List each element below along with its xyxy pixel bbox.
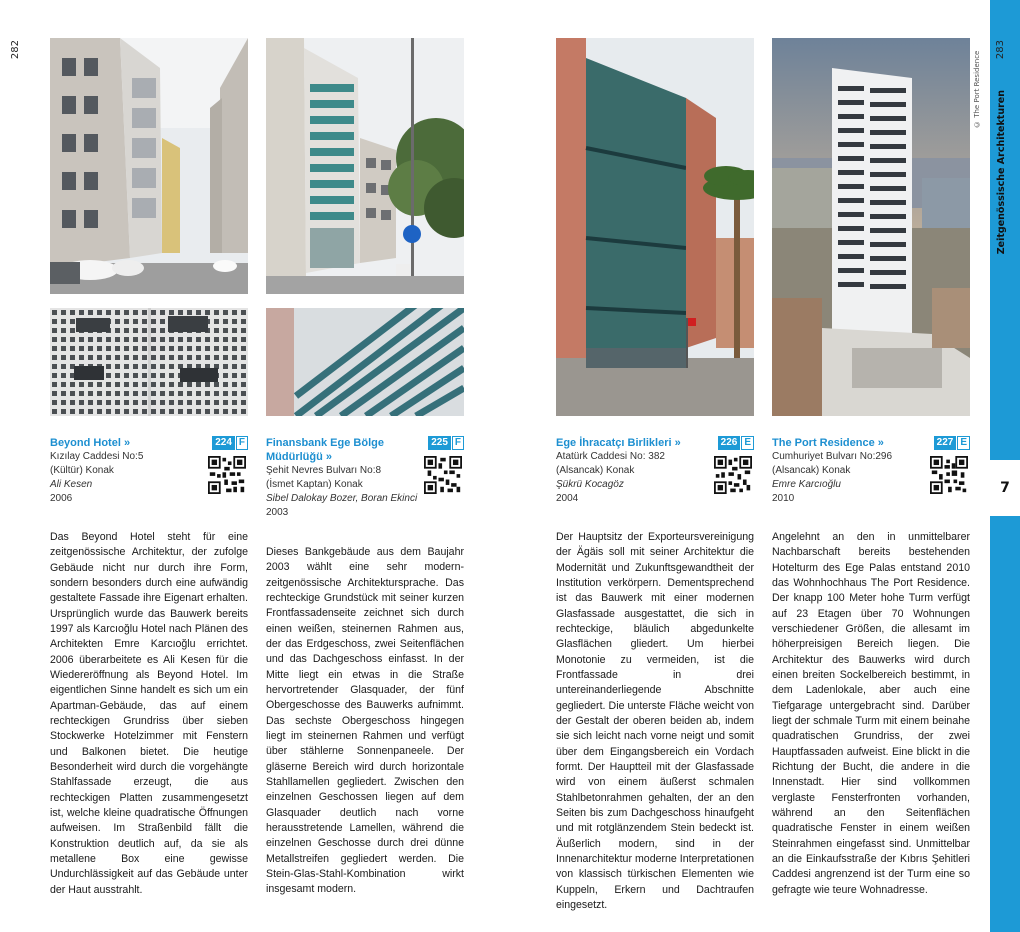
entry-header-227: [772, 436, 972, 506]
address-line: (İsmet Kaptan) Konak: [266, 479, 363, 490]
architect: Ali Kesen: [50, 479, 93, 490]
qr-code-icon[interactable]: [424, 456, 462, 494]
page-number-right: 283: [995, 40, 1006, 60]
entry-number: 224: [212, 436, 235, 450]
page-number-left: 282: [10, 40, 21, 60]
architect: Şükrü Kocagöz: [556, 479, 624, 490]
entry-number-badge: [212, 436, 248, 450]
entry-number-badge: [718, 436, 754, 450]
address-line: (Kültür) Konak: [50, 465, 114, 476]
entry-body-text: Angelehnt an den in unmittelbarer Nachbarschaft bereits bestehenden Hotelturm des Ege Palas entstand 2010 das Wohnhochhaus The Port Residence. Der knapp 100 Meter hohe Turm verfügt auf 23 Etagen über 70 Wohnungen verschiedener Größen, die allesamt im höherpreisigen Bereich liegen. Die Architektur des Bauwerks wird durch einen breiten Sockelbereich bestimmt, in dem Ladenlokale, aber auch eine Tiefgarage untergebracht sind. Darüber liegt der schmale Turm mit einem beinahe quadratischen Grundriss, der zwei Hauptfassaden aufweist. Eine blickt in die Richtung der Bucht, die andere in die Innenstadt. Hier sind vollkommen verglaste Fensterfronten vorhanden, während an den Seitenflächen quadratische Fenster in einem weißen Steinrahmen eingefasst sind. Unmittelbar an die Einkaufsstraße der Kıbrıs Şehitleri Caddesi angrenzend ist der Turm eine so gefragte wie teure Wohnadresse.: [772, 531, 970, 896]
photo-finansbank-facade: [266, 308, 464, 416]
qr-code-icon[interactable]: [930, 456, 968, 494]
photo-beyond-hotel-facade: [50, 308, 248, 416]
entry-body-text: Das Beyond Hotel steht für eine zeitgenössische Architektur, der zufolge Gebäude nicht nur durch ihre Form, sondern besonders durch eine aufwändig gestaltete Fassade ihre Eigenart erhalten. Ursprünglich wurde das Bauwerk bereits 1997 als Karcıoğlu Hotel nach Plänen des Architekten Emre Karcıoğlu errichtet. 2006 überarbeitete es Ali Kesen für die Wiedereröffnung als Beyond Hotel. Im eigentlichen Sinne handelt es sich um ein Apartman-Gebäude, das auf einem rechteckigen Grundriss über sieben Stockwerke Hotelzimmer mit Fenstern und Balkonen bietet. Die heutige Besonderheit wird durch die vorgehängte Stahlfassade erzeugt, die aus rechteckigen Platten zusammengesetzt ist, welche kleine quadratische Öffnungen aufweisen. Im Straßenbild fällt die Konstruktion deutlich auf, da sie als metallene Box eine gewisse Undurchlässigkeit auf das Gebäude unter der Haut ausstrahlt.: [50, 531, 248, 896]
photo-beyond-hotel-street: [50, 38, 248, 294]
entry-body-text: Dieses Bankgebäude aus dem Baujahr 2003 wählt eine sehr modern-zeitgenössische Architektursprache. Das rechteckige Grundstück mit seiner kurzen Frontfassadenseite zeichnet sich durch einen weißen, steinernen Rahmen aus, der das Erdgeschoss, zwei Seitenflächen und das Dachgeschoss einfasst. In der Mitte liegt ein etwas in die Straße hervortretender Glasquader, der fünf Obergeschosse des Bauwerks aufnimmt. Das sechste Obergeschoss hingegen liegt im steinernen Rahmen und verfügt über stählerne Sonnenpaneele. Der gläserne Bereich wird durch horizontale Stahllamellen gegliedert. Zwischen den einzelnen Geschossen liegen auf dem Glasquader deutlich nach vorne herausstretende Lamellen, während die einzelnen Geschosse durch drei dünne Metallstreifen gegliedert werden. Die Stein-Glas-Stahl-Kombination wirkt insgesamt modern.: [266, 546, 464, 896]
entry-title[interactable]: Finansbank Ege Bölge Müdürlüğü »: [266, 437, 384, 463]
architect: Sibel Dalokay Bozer, Boran Ekinci: [266, 493, 418, 504]
map-code: F: [452, 436, 464, 450]
address-line: Atatürk Caddesi No: 382: [556, 451, 665, 462]
entry-body-text: Der Hauptsitz der Exporteursvereinigung der Ägäis soll mit seiner Architektur die Modernität und Zukunftsgewandtheit der Institution verkörpern. Dementsprechend ist das Bauwerk mit einer modernen Glasfassade ausgestattet, die sich in rechteckige, bläulich abgedunkelte Glasflächen gliedert. Um hierbei Monotonie zu vermeiden, ist die Frontfassade in drei untereinanderliegende Abschnitte gegliedert. Die unterste Fläche weicht von der Gestalt der oberen beiden ab, indem sie sich leicht nach vorne neigt und somit über dem Eingangsbereich ein Vordach formt. Der Hauptteil mit der Glasfassade wird von einem äußerst schmalen Stahlbetonrahmen gehalten, der an den Seiten bis zum Dachgeschoss hinaufgeht und mit rotglänzendem Stein bedeckt ist. Äußerlich modern, sind in der Innenarchitektur moderne Interpretationen von klassisch türkischen Elementen wie Kuppeln, Erkern und Dachtraufen eingesetzt.: [556, 531, 754, 911]
entry-number-badge: [934, 436, 970, 450]
photo-finansbank-street: [266, 38, 464, 294]
photo-credit: © The Port Residence: [973, 50, 981, 128]
qr-code-icon[interactable]: [714, 456, 752, 494]
chapter-number: 7: [1000, 480, 1010, 496]
entry-header-226: [556, 436, 756, 506]
address-line: Kızılay Caddesi No:5: [50, 451, 144, 462]
map-code: E: [741, 436, 754, 450]
chapter-number-tab[interactable]: [990, 460, 1020, 516]
map-code: E: [957, 436, 970, 450]
chapter-title: Zeitgenössische Architekturen: [996, 90, 1007, 255]
photo-ege-ihracatci-birlikleri: [556, 38, 754, 416]
address-line: (Alsancak) Konak: [556, 465, 635, 476]
entry-number: 226: [718, 436, 741, 450]
address-line: Şehit Nevres Bulvarı No:8: [266, 465, 382, 476]
address-line: Cumhuriyet Bulvarı No:296: [772, 451, 893, 462]
architect: Emre Karcıoğlu: [772, 479, 841, 490]
entry-title[interactable]: Ege İhracatçı Birlikleri »: [556, 437, 681, 449]
year: 2004: [556, 493, 579, 504]
year: 2006: [50, 493, 73, 504]
entry-title[interactable]: The Port Residence »: [772, 437, 884, 449]
year: 2010: [772, 493, 795, 504]
photo-the-port-residence: [772, 38, 970, 416]
qr-code-icon[interactable]: [208, 456, 246, 494]
entry-header-224: [50, 436, 250, 506]
year: 2003: [266, 507, 289, 518]
entry-number: 227: [934, 436, 957, 450]
entry-number-badge: [428, 436, 464, 450]
map-code: F: [236, 436, 248, 450]
entry-number: 225: [428, 436, 451, 450]
address-line: (Alsancak) Konak: [772, 465, 851, 476]
entry-title[interactable]: Beyond Hotel »: [50, 437, 131, 449]
entry-header-225: [266, 436, 466, 520]
